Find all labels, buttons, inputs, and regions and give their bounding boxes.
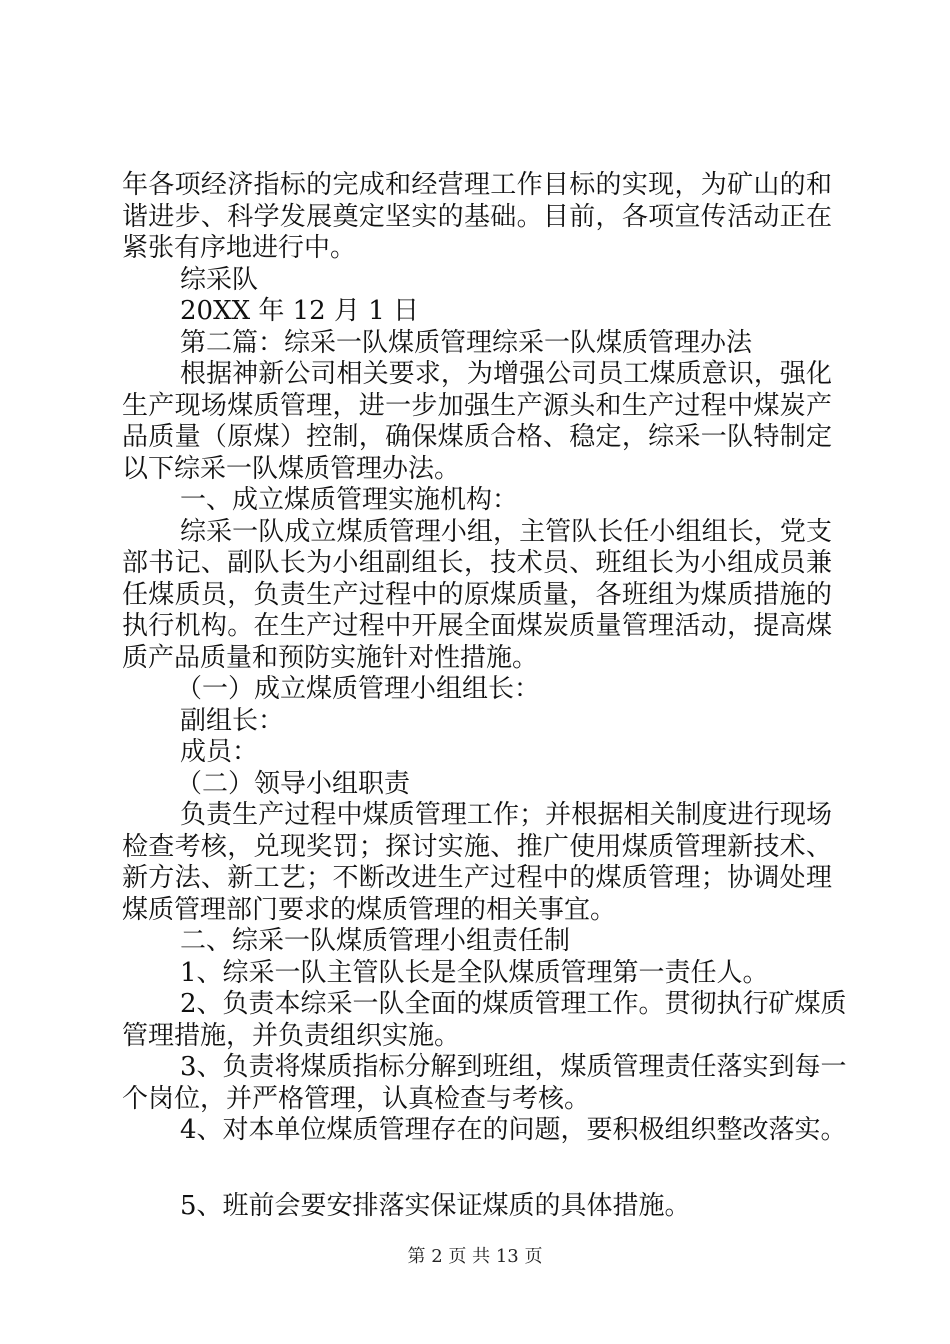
section-heading: 第二篇：综采一队煤质管理综采一队煤质管理办法 [180,327,753,358]
list-item: 副组长： [180,705,285,736]
list-item: 成员： [180,737,259,767]
subsection-heading: （二）领导小组职责 [176,768,411,799]
paragraph-line: 任煤质员，负责生产过程中的原煤质量，各班组为煤质措施的 [122,579,832,610]
paragraph-line: 品质量（原煤）控制，确保煤质合格、稳定，综采一队特制定 [122,422,832,452]
paragraph-line: 煤质管理部门要求的煤质管理的相关事宜。 [122,894,617,925]
paragraph-line: 新方法、新工艺；不断改进生产过程中的煤质管理；协调处理 [122,863,832,893]
list-item: 4、对本单位煤质管理存在的问题，要积极组织整改落实。 [180,1115,847,1145]
list-item: 3、负责将煤质指标分解到班组，煤质管理责任落实到每一 [180,1052,847,1082]
signature-unit: 综采队 [180,264,259,295]
paragraph-line: 部书记、副队长为小组副组长，技术员、班组长为小组成员兼 [122,548,832,578]
paragraph-line: 质产品质量和预防实施针对性措施。 [122,642,539,673]
list-item: 1、综采一队主管队长是全队煤质管理第一责任人。 [180,957,769,988]
page-footer: 第 2 页 共 13 页 [407,1246,543,1267]
paragraph-line: 综采一队成立煤质管理小组，主管队长任小组组长，党支 [180,516,832,547]
paragraph-line: 个岗位，并严格管理，认真检查与考核。 [122,1083,591,1114]
signature-date: 20XX 年 12 月 1 日 [180,296,420,326]
paragraph-gap [122,1147,832,1191]
paragraph-line: 以下综采一队煤质管理办法。 [122,453,461,484]
list-item: 2、负责本综采一队全面的煤质管理工作。贯彻执行矿煤质 [180,989,847,1019]
document-body [122,170,847,1222]
paragraph-line: 年各项经济指标的完成和经营理工作目标的实现，为矿山的和 [122,170,832,200]
paragraph-line: 生产现场煤质管理，进一步加强生产源头和生产过程中煤炭产 [122,390,832,421]
paragraph-line: 管理措施，并负责组织实施。 [122,1020,461,1051]
paragraph-line: 谐进步、科学发展奠定坚实的基础。目前，各项宣传活动正在 [122,201,832,232]
paragraph-line: 负责生产过程中煤质管理工作；并根据相关制度进行现场 [180,800,832,830]
paragraph-line: 检查考核，兑现奖罚；探讨实施、推广使用煤质管理新技术、 [122,831,832,862]
paragraph-line: 根据神新公司相关要求，为增强公司员工煤质意识，强化 [180,359,832,389]
subsection-heading: （一）成立煤质管理小组组长： [176,674,541,704]
subsection-heading: 一、成立煤质管理实施机构： [180,485,519,515]
list-item: 5、班前会要安排落实保证煤质的具体措施。 [180,1190,691,1221]
paragraph-line: 紧张有序地进行中。 [122,233,357,263]
paragraph-line: 执行机构。在生产过程中开展全面煤炭质量管理活动，提高煤 [122,611,832,641]
subsection-heading: 二、综采一队煤质管理小组责任制 [180,926,571,956]
